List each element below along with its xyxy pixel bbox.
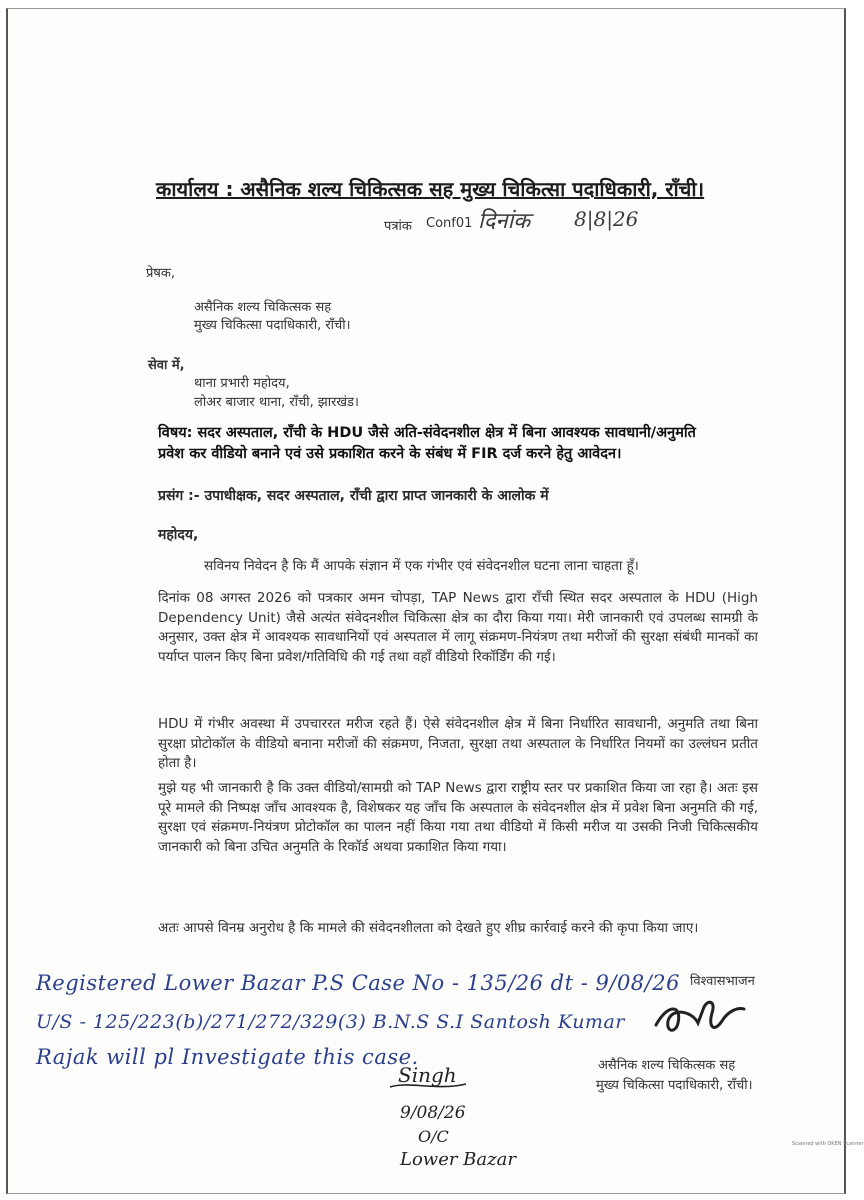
from-label: प्रेषक, [146, 266, 176, 281]
oc-sign-date: 9/08/26 [400, 1103, 466, 1123]
subject-line-2: प्रवेश कर वीडियो बनाने एवं उसे प्रकाशित करने के संबंध में FIR दर्ज करने हेतु आवेदन। [158, 446, 622, 462]
to-label: सेवा में, [148, 358, 185, 373]
paragraph-2: दिनांक 08 अगस्त 2026 को पत्रकार अमन चोपड़ा, TAP News द्वारा राँची स्थित सदर अस्पताल के HDU (High Dependency Unit) जैसे अत्यंत संवेदनशील चिकित्सा क्षेत्र का दौरा किया गया। मेरी जानकारी एवं उपलब्ध सामग्री के अनुसार, उक्त क्षेत्र में आवश्यक सावधानियों एवं अस्पताल में लागू संक्रमण-नियंत्रण तथा मरीजों की सुरक्षा संबंधी मानकों का पर्याप्त पालन किए बिना प्रवेश/गतिविधि की गई तथा वहाँ वीडियो रिकॉर्डिंग की गई। [158, 590, 758, 665]
ref-label: पत्रांक [384, 219, 412, 234]
letter-page [6, 8, 864, 1194]
ref-number: Conf01 [426, 216, 473, 231]
to-line-1: थाना प्रभारी महोदय, [194, 376, 290, 391]
signatory-line-2: मुख्य चिकित्सा पदाधिकारी, राँची। [596, 1078, 753, 1093]
office-heading: कार्यालय : असैनिक शल्य चिकित्सक सह मुख्य चिकित्सा पदाधिकारी, राँची। [156, 177, 705, 201]
endorsement-line-1: Registered Lower Bazar P.S Case No - 135/26 dt - 9/08/26 [36, 971, 680, 995]
scanner-watermark: Scanned with OKEN Scanner [792, 1141, 864, 1147]
endorsement-line-2: U/S - 125/223(b)/271/272/329(3) B.N.S S.I Santosh Kumar [36, 1011, 625, 1033]
oc-signature: Singh [398, 1063, 457, 1087]
oc-signature-underline [388, 1079, 468, 1093]
to-line-2: लोअर बाजार थाना, राँची, झारखंड। [194, 395, 359, 410]
endorsement-line-3: Rajak will pl Investigate this case. [36, 1045, 419, 1069]
paragraph-4: मुझे यह भी जानकारी है कि उक्त वीडियो/सामग्री को TAP News द्वारा राष्ट्रीय स्तर पर प्रकाशित किया जा रहा है। अतः इस पूरे मामले की निष्पक्ष जाँच आवश्यक है, विशेषकर यह जाँच कि अस्पताल के संवेदनशील क्षेत्र में प्रवेश बिना अनुमति की गई, सुरक्षा एवं संक्रमण-नियंत्रण प्रोटोकॉल का पालन नहीं किया गया तथा वीडियो में किसी मरीज या उसकी निजी चिकित्सकीय जानकारी को बिना उचित अनुमति के रिकॉर्ड अथवा प्रकाशित किया गया। [158, 780, 758, 855]
oc-sign-place: Lower Bazar [400, 1149, 516, 1170]
paragraph-5: अतः आपसे विनम्र अनुरोध है कि मामले की संवेदनशीलता को देखते हुए शीघ्र कार्रवाई करने की कृपा किया जाए। [158, 920, 699, 936]
closing-phrase: विश्वासभाजन [690, 974, 755, 989]
from-line-2: मुख्य चिकित्सा पदाधिकारी, राँची। [194, 318, 351, 333]
paragraph-3: HDU में गंभीर अवस्था में उपचाररत मरीज रहते हैं। ऐसे संवेदनशील क्षेत्र में बिना निर्धारित सावधानी, अनुमति तथा बिना सुरक्षा प्रोटोकॉल के वीडियो बनाना मरीजों की संक्रमण, निजता, सुरक्षा तथा अस्पताल के निर्धारित नियमों का उल्लंघन प्रतीत होता है। [158, 716, 758, 771]
signatory-line-1: असैनिक शल्य चिकित्सक सह [598, 1058, 736, 1073]
subject-line-1: विषय: सदर अस्पताल, राँची के HDU जैसे अति-संवेदनशील क्षेत्र में बिना आवश्यक सावधानी/अनुमति [158, 425, 696, 441]
salutation: महोदय, [158, 527, 199, 543]
oc-sign-role: O/C [418, 1127, 449, 1146]
from-line-1: असैनिक शल्य चिकित्सक सह [194, 300, 332, 315]
cmo-signature [648, 993, 748, 1043]
paragraph-1: सविनय निवेदन है कि मैं आपके संज्ञान में एक गंभीर एवं संवेदनशील घटना लाना चाहता हूँ। [204, 558, 639, 574]
letter-date: 8|8|26 [574, 207, 639, 231]
date-label: दिनांक [478, 209, 531, 234]
reference-line: प्रसंग :- उपाधीक्षक, सदर अस्पताल, राँची द्वारा प्राप्त जानकारी के आलोक में [158, 488, 549, 504]
